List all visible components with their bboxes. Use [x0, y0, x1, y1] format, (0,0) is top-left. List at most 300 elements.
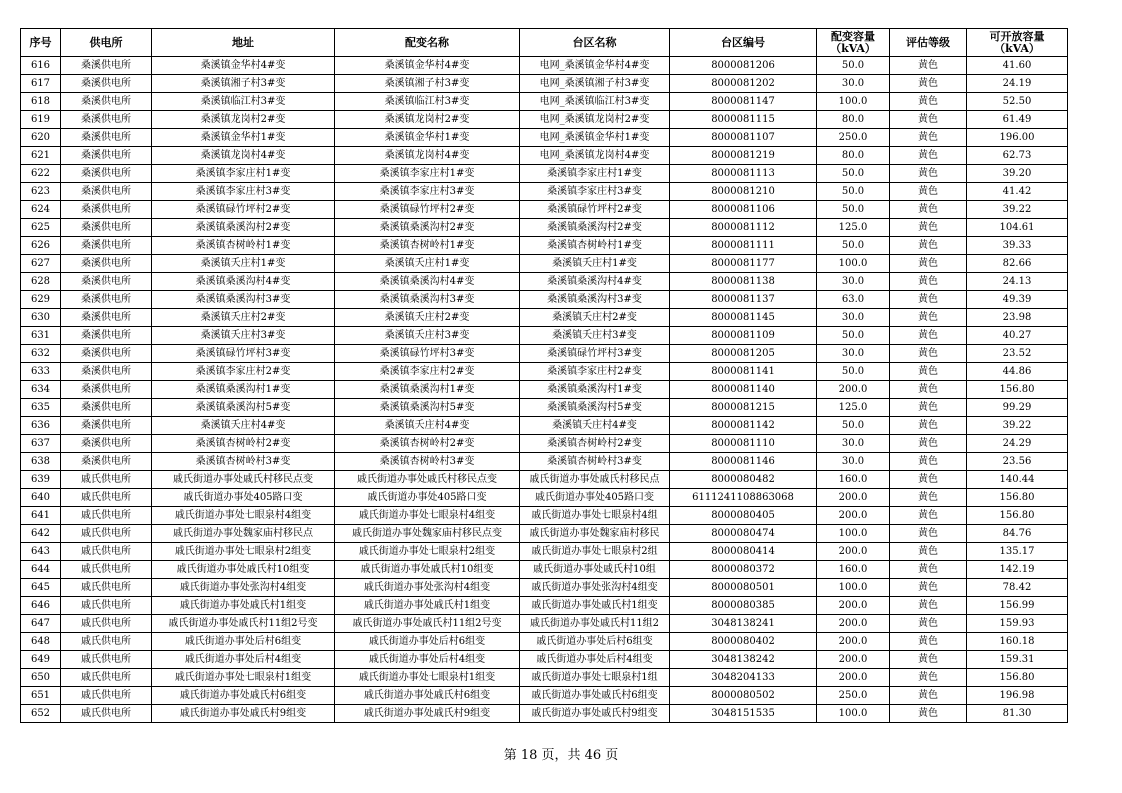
cell-area-code: 3048138242	[670, 651, 817, 669]
cell-transformer-name: 桑溪镇夭庄村1#变	[335, 255, 520, 273]
cell-transformer-name: 戚氏街道办事处戚氏村10组变	[335, 561, 520, 579]
cell-index: 617	[21, 75, 61, 93]
cell-capacity: 160.0	[817, 561, 890, 579]
cell-station: 桑溪供电所	[61, 417, 152, 435]
cell-station: 桑溪供电所	[61, 435, 152, 453]
table-row	[21, 381, 1068, 399]
cell-area-name: 电网_桑溪镇龙岗村2#变	[520, 111, 670, 129]
cell-address: 桑溪镇李家庄村2#变	[152, 363, 335, 381]
cell-area-name: 桑溪镇碌竹坪村2#变	[520, 201, 670, 219]
cell-grade: 黄色	[890, 219, 967, 237]
cell-area-name: 戚氏街道办事处七眼泉村2组	[520, 543, 670, 561]
data-table	[20, 28, 1068, 723]
cell-address: 戚氏街道办事处七眼泉村4组变	[152, 507, 335, 525]
cell-area-name: 戚氏街道办事处七眼泉村1组	[520, 669, 670, 687]
cell-station: 桑溪供电所	[61, 75, 152, 93]
cell-open-capacity: 156.80	[967, 669, 1068, 687]
cell-open-capacity: 196.98	[967, 687, 1068, 705]
cell-transformer-name: 桑溪镇龙岗村4#变	[335, 147, 520, 165]
cell-capacity: 250.0	[817, 687, 890, 705]
cell-transformer-name: 桑溪镇临江村3#变	[335, 93, 520, 111]
cell-transformer-name: 桑溪镇桑溪沟村2#变	[335, 219, 520, 237]
cell-station: 戚氏供电所	[61, 633, 152, 651]
cell-area-code: 8000081210	[670, 183, 817, 201]
table-row	[21, 255, 1068, 273]
cell-station: 戚氏供电所	[61, 489, 152, 507]
cell-station: 桑溪供电所	[61, 237, 152, 255]
cell-station: 戚氏供电所	[61, 561, 152, 579]
cell-capacity: 200.0	[817, 489, 890, 507]
header-station: 供电所	[61, 29, 152, 57]
cell-area-code: 8000081146	[670, 453, 817, 471]
cell-open-capacity: 104.61	[967, 219, 1068, 237]
cell-area-name: 桑溪镇夭庄村4#变	[520, 417, 670, 435]
table-row	[21, 579, 1068, 597]
cell-transformer-name: 戚氏街道办事处张沟村4组变	[335, 579, 520, 597]
cell-index: 633	[21, 363, 61, 381]
cell-grade: 黄色	[890, 309, 967, 327]
table-row	[21, 237, 1068, 255]
cell-capacity: 100.0	[817, 579, 890, 597]
cell-area-code: 8000081106	[670, 201, 817, 219]
header-area-name: 台区名称	[520, 29, 670, 57]
page-number: 第 18 页，共 46 页	[503, 748, 619, 763]
cell-index: 630	[21, 309, 61, 327]
cell-area-code: 8000081111	[670, 237, 817, 255]
header-address: 地址	[152, 29, 335, 57]
cell-index: 648	[21, 633, 61, 651]
table-row	[21, 417, 1068, 435]
cell-area-code: 8000081219	[670, 147, 817, 165]
cell-index: 616	[21, 57, 61, 75]
cell-area-name: 桑溪镇夭庄村1#变	[520, 255, 670, 273]
cell-area-name: 桑溪镇杏树岭村2#变	[520, 435, 670, 453]
cell-grade: 黄色	[890, 579, 967, 597]
cell-transformer-name: 戚氏街道办事处戚氏村9组变	[335, 705, 520, 723]
cell-area-code: 8000081140	[670, 381, 817, 399]
cell-address: 桑溪镇李家庄村1#变	[152, 165, 335, 183]
cell-transformer-name: 戚氏街道办事处后村6组变	[335, 633, 520, 651]
cell-address: 桑溪镇夭庄村1#变	[152, 255, 335, 273]
cell-area-code: 8000081202	[670, 75, 817, 93]
cell-area-name: 电网_桑溪镇临江村3#变	[520, 93, 670, 111]
cell-area-code: 8000080502	[670, 687, 817, 705]
cell-index: 650	[21, 669, 61, 687]
cell-grade: 黄色	[890, 381, 967, 399]
cell-address: 桑溪镇金华村4#变	[152, 57, 335, 75]
cell-area-name: 戚氏街道办事处张沟村4组变	[520, 579, 670, 597]
cell-address: 桑溪镇龙岗村4#变	[152, 147, 335, 165]
cell-station: 桑溪供电所	[61, 93, 152, 111]
header-index: 序号	[21, 29, 61, 57]
cell-area-name: 戚氏街道办事处405路口变	[520, 489, 670, 507]
cell-area-code: 8000081113	[670, 165, 817, 183]
cell-index: 623	[21, 183, 61, 201]
cell-address: 桑溪镇湘子村3#变	[152, 75, 335, 93]
cell-index: 620	[21, 129, 61, 147]
cell-area-code: 8000081145	[670, 309, 817, 327]
cell-open-capacity: 62.73	[967, 147, 1068, 165]
cell-transformer-name: 桑溪镇桑溪沟村5#变	[335, 399, 520, 417]
cell-address: 桑溪镇桑溪沟村5#变	[152, 399, 335, 417]
cell-grade: 黄色	[890, 615, 967, 633]
cell-open-capacity: 156.80	[967, 507, 1068, 525]
cell-index: 638	[21, 453, 61, 471]
cell-open-capacity: 23.52	[967, 345, 1068, 363]
cell-grade: 黄色	[890, 525, 967, 543]
cell-station: 桑溪供电所	[61, 129, 152, 147]
cell-capacity: 50.0	[817, 183, 890, 201]
cell-address: 戚氏街道办事处魏家庙村移民点	[152, 525, 335, 543]
cell-transformer-name: 桑溪镇碌竹坪村3#变	[335, 345, 520, 363]
cell-address: 桑溪镇夭庄村3#变	[152, 327, 335, 345]
cell-area-name: 戚氏街道办事处戚氏村移民点	[520, 471, 670, 489]
table-row	[21, 93, 1068, 111]
cell-capacity: 200.0	[817, 597, 890, 615]
cell-open-capacity: 49.39	[967, 291, 1068, 309]
cell-capacity: 200.0	[817, 381, 890, 399]
cell-index: 635	[21, 399, 61, 417]
cell-capacity: 50.0	[817, 363, 890, 381]
cell-open-capacity: 39.22	[967, 417, 1068, 435]
cell-capacity: 200.0	[817, 669, 890, 687]
header-open-capacity: 可开放容量 （kVA）	[967, 29, 1068, 57]
cell-open-capacity: 41.60	[967, 57, 1068, 75]
cell-grade: 黄色	[890, 561, 967, 579]
cell-index: 642	[21, 525, 61, 543]
cell-open-capacity: 140.44	[967, 471, 1068, 489]
cell-area-name: 电网_桑溪镇龙岗村4#变	[520, 147, 670, 165]
cell-open-capacity: 61.49	[967, 111, 1068, 129]
cell-station: 戚氏供电所	[61, 507, 152, 525]
cell-area-code: 3048138241	[670, 615, 817, 633]
cell-area-name: 戚氏街道办事处后村6组变	[520, 633, 670, 651]
table-row	[21, 219, 1068, 237]
cell-index: 619	[21, 111, 61, 129]
table-row	[21, 291, 1068, 309]
cell-area-name: 桑溪镇碌竹坪村3#变	[520, 345, 670, 363]
cell-index: 645	[21, 579, 61, 597]
cell-index: 649	[21, 651, 61, 669]
table-row	[21, 597, 1068, 615]
cell-station: 戚氏供电所	[61, 543, 152, 561]
cell-address: 戚氏街道办事处七眼泉村1组变	[152, 669, 335, 687]
cell-grade: 黄色	[890, 165, 967, 183]
cell-address: 戚氏街道办事处戚氏村移民点变	[152, 471, 335, 489]
cell-capacity: 50.0	[817, 327, 890, 345]
cell-grade: 黄色	[890, 255, 967, 273]
header-transformer-name: 配变名称	[335, 29, 520, 57]
cell-grade: 黄色	[890, 471, 967, 489]
cell-address: 戚氏街道办事处七眼泉村2组变	[152, 543, 335, 561]
table-row	[21, 633, 1068, 651]
cell-grade: 黄色	[890, 669, 967, 687]
cell-area-name: 桑溪镇桑溪沟村4#变	[520, 273, 670, 291]
cell-grade: 黄色	[890, 633, 967, 651]
cell-grade: 黄色	[890, 453, 967, 471]
cell-area-code: 8000081177	[670, 255, 817, 273]
cell-capacity: 200.0	[817, 651, 890, 669]
cell-area-name: 戚氏街道办事处戚氏村11组2	[520, 615, 670, 633]
table-row	[21, 525, 1068, 543]
cell-capacity: 50.0	[817, 57, 890, 75]
cell-address: 桑溪镇杏树岭村2#变	[152, 435, 335, 453]
cell-grade: 黄色	[890, 399, 967, 417]
cell-index: 625	[21, 219, 61, 237]
cell-open-capacity: 159.93	[967, 615, 1068, 633]
cell-capacity: 30.0	[817, 75, 890, 93]
cell-transformer-name: 戚氏街道办事处戚氏村移民点变	[335, 471, 520, 489]
cell-address: 戚氏街道办事处后村4组变	[152, 651, 335, 669]
cell-address: 桑溪镇碌竹坪村3#变	[152, 345, 335, 363]
cell-transformer-name: 戚氏街道办事处405路口变	[335, 489, 520, 507]
cell-open-capacity: 142.19	[967, 561, 1068, 579]
cell-station: 戚氏供电所	[61, 471, 152, 489]
cell-grade: 黄色	[890, 273, 967, 291]
cell-address: 桑溪镇杏树岭村1#变	[152, 237, 335, 255]
cell-address: 戚氏街道办事处张沟村4组变	[152, 579, 335, 597]
cell-index: 643	[21, 543, 61, 561]
cell-grade: 黄色	[890, 507, 967, 525]
table-body	[21, 57, 1068, 723]
cell-capacity: 30.0	[817, 345, 890, 363]
cell-area-code: 3048204133	[670, 669, 817, 687]
cell-transformer-name: 戚氏街道办事处戚氏村1组变	[335, 597, 520, 615]
table-row	[21, 615, 1068, 633]
cell-area-name: 电网_桑溪镇金华村4#变	[520, 57, 670, 75]
cell-index: 636	[21, 417, 61, 435]
cell-capacity: 30.0	[817, 273, 890, 291]
cell-index: 626	[21, 237, 61, 255]
cell-station: 戚氏供电所	[61, 579, 152, 597]
cell-station: 戚氏供电所	[61, 525, 152, 543]
cell-capacity: 200.0	[817, 633, 890, 651]
cell-address: 桑溪镇桑溪沟村4#变	[152, 273, 335, 291]
cell-open-capacity: 156.80	[967, 489, 1068, 507]
table-row	[21, 687, 1068, 705]
cell-open-capacity: 24.19	[967, 75, 1068, 93]
cell-open-capacity: 99.29	[967, 399, 1068, 417]
cell-area-code: 8000081141	[670, 363, 817, 381]
cell-open-capacity: 23.56	[967, 453, 1068, 471]
table-row	[21, 75, 1068, 93]
cell-transformer-name: 戚氏街道办事处七眼泉村2组变	[335, 543, 520, 561]
cell-grade: 黄色	[890, 597, 967, 615]
cell-grade: 黄色	[890, 651, 967, 669]
table-row	[21, 57, 1068, 75]
cell-open-capacity: 41.42	[967, 183, 1068, 201]
cell-area-code: 8000081206	[670, 57, 817, 75]
table-row	[21, 201, 1068, 219]
cell-capacity: 200.0	[817, 507, 890, 525]
cell-index: 637	[21, 435, 61, 453]
cell-address: 桑溪镇李家庄村3#变	[152, 183, 335, 201]
table-row	[21, 507, 1068, 525]
cell-area-code: 8000080402	[670, 633, 817, 651]
cell-address: 桑溪镇桑溪沟村2#变	[152, 219, 335, 237]
cell-transformer-name: 桑溪镇夭庄村2#变	[335, 309, 520, 327]
cell-station: 戚氏供电所	[61, 669, 152, 687]
cell-area-code: 8000081107	[670, 129, 817, 147]
cell-index: 646	[21, 597, 61, 615]
cell-transformer-name: 桑溪镇龙岗村2#变	[335, 111, 520, 129]
cell-transformer-name: 戚氏街道办事处魏家庙村移民点变	[335, 525, 520, 543]
table-row	[21, 309, 1068, 327]
cell-open-capacity: 196.00	[967, 129, 1068, 147]
cell-address: 桑溪镇夭庄村2#变	[152, 309, 335, 327]
cell-capacity: 125.0	[817, 219, 890, 237]
cell-open-capacity: 160.18	[967, 633, 1068, 651]
cell-index: 641	[21, 507, 61, 525]
cell-index: 651	[21, 687, 61, 705]
cell-index: 640	[21, 489, 61, 507]
table-row	[21, 183, 1068, 201]
cell-open-capacity: 52.50	[967, 93, 1068, 111]
cell-station: 桑溪供电所	[61, 273, 152, 291]
cell-open-capacity: 39.33	[967, 237, 1068, 255]
table-row	[21, 435, 1068, 453]
cell-open-capacity: 44.86	[967, 363, 1068, 381]
cell-area-name: 戚氏街道办事处戚氏村9组变	[520, 705, 670, 723]
cell-index: 644	[21, 561, 61, 579]
cell-station: 桑溪供电所	[61, 255, 152, 273]
cell-station: 桑溪供电所	[61, 453, 152, 471]
cell-address: 戚氏街道办事处后村6组变	[152, 633, 335, 651]
cell-area-name: 戚氏街道办事处戚氏村1组变	[520, 597, 670, 615]
table-row	[21, 147, 1068, 165]
cell-index: 624	[21, 201, 61, 219]
header-capacity: 配变容量 （kVA）	[817, 29, 890, 57]
cell-area-code: 6111241108863068	[670, 489, 817, 507]
cell-area-name: 戚氏街道办事处后村4组变	[520, 651, 670, 669]
cell-transformer-name: 桑溪镇夭庄村4#变	[335, 417, 520, 435]
header-grade: 评估等级	[890, 29, 967, 57]
cell-capacity: 30.0	[817, 435, 890, 453]
cell-area-name: 桑溪镇桑溪沟村5#变	[520, 399, 670, 417]
cell-station: 戚氏供电所	[61, 705, 152, 723]
cell-station: 戚氏供电所	[61, 597, 152, 615]
cell-area-name: 桑溪镇桑溪沟村3#变	[520, 291, 670, 309]
cell-grade: 黄色	[890, 237, 967, 255]
cell-grade: 黄色	[890, 363, 967, 381]
cell-address: 桑溪镇碌竹坪村2#变	[152, 201, 335, 219]
cell-address: 戚氏街道办事处405路口变	[152, 489, 335, 507]
cell-area-name: 桑溪镇杏树岭村1#变	[520, 237, 670, 255]
cell-grade: 黄色	[890, 705, 967, 723]
cell-station: 桑溪供电所	[61, 363, 152, 381]
table-row	[21, 111, 1068, 129]
cell-transformer-name: 桑溪镇杏树岭村1#变	[335, 237, 520, 255]
cell-open-capacity: 84.76	[967, 525, 1068, 543]
cell-transformer-name: 戚氏街道办事处戚氏村6组变	[335, 687, 520, 705]
cell-grade: 黄色	[890, 687, 967, 705]
cell-grade: 黄色	[890, 489, 967, 507]
table-header-row	[21, 29, 1068, 57]
cell-area-name: 桑溪镇杏树岭村3#变	[520, 453, 670, 471]
cell-area-code: 8000081115	[670, 111, 817, 129]
table-row	[21, 669, 1068, 687]
cell-area-code: 8000081142	[670, 417, 817, 435]
cell-open-capacity: 156.80	[967, 381, 1068, 399]
cell-address: 桑溪镇桑溪沟村3#变	[152, 291, 335, 309]
cell-capacity: 250.0	[817, 129, 890, 147]
cell-transformer-name: 桑溪镇碌竹坪村2#变	[335, 201, 520, 219]
cell-transformer-name: 桑溪镇金华村4#变	[335, 57, 520, 75]
cell-index: 628	[21, 273, 61, 291]
cell-transformer-name: 桑溪镇李家庄村3#变	[335, 183, 520, 201]
cell-address: 戚氏街道办事处戚氏村11组2号变	[152, 615, 335, 633]
cell-area-name: 桑溪镇李家庄村1#变	[520, 165, 670, 183]
cell-area-name: 桑溪镇夭庄村2#变	[520, 309, 670, 327]
cell-transformer-name: 桑溪镇湘子村3#变	[335, 75, 520, 93]
cell-open-capacity: 82.66	[967, 255, 1068, 273]
cell-address: 戚氏街道办事处戚氏村1组变	[152, 597, 335, 615]
cell-transformer-name: 桑溪镇杏树岭村2#变	[335, 435, 520, 453]
cell-address: 戚氏街道办事处戚氏村9组变	[152, 705, 335, 723]
cell-index: 631	[21, 327, 61, 345]
cell-grade: 黄色	[890, 111, 967, 129]
cell-index: 622	[21, 165, 61, 183]
cell-open-capacity: 156.99	[967, 597, 1068, 615]
cell-capacity: 50.0	[817, 165, 890, 183]
cell-station: 桑溪供电所	[61, 57, 152, 75]
cell-address: 戚氏街道办事处戚氏村6组变	[152, 687, 335, 705]
cell-capacity: 50.0	[817, 417, 890, 435]
cell-open-capacity: 159.31	[967, 651, 1068, 669]
cell-index: 621	[21, 147, 61, 165]
cell-open-capacity: 135.17	[967, 543, 1068, 561]
cell-index: 629	[21, 291, 61, 309]
cell-area-code: 8000080385	[670, 597, 817, 615]
cell-capacity: 100.0	[817, 93, 890, 111]
cell-transformer-name: 桑溪镇李家庄村1#变	[335, 165, 520, 183]
cell-capacity: 200.0	[817, 543, 890, 561]
cell-grade: 黄色	[890, 93, 967, 111]
cell-area-name: 桑溪镇夭庄村3#变	[520, 327, 670, 345]
cell-station: 桑溪供电所	[61, 201, 152, 219]
cell-station: 桑溪供电所	[61, 327, 152, 345]
table-row	[21, 561, 1068, 579]
cell-station: 桑溪供电所	[61, 291, 152, 309]
cell-area-code: 8000080372	[670, 561, 817, 579]
cell-station: 桑溪供电所	[61, 381, 152, 399]
table-row	[21, 129, 1068, 147]
cell-address: 戚氏街道办事处戚氏村10组变	[152, 561, 335, 579]
cell-capacity: 50.0	[817, 237, 890, 255]
cell-station: 桑溪供电所	[61, 111, 152, 129]
cell-capacity: 100.0	[817, 255, 890, 273]
cell-capacity: 80.0	[817, 147, 890, 165]
cell-grade: 黄色	[890, 291, 967, 309]
cell-open-capacity: 78.42	[967, 579, 1068, 597]
cell-address: 桑溪镇临江村3#变	[152, 93, 335, 111]
cell-grade: 黄色	[890, 129, 967, 147]
cell-transformer-name: 桑溪镇桑溪沟村3#变	[335, 291, 520, 309]
cell-area-code: 8000080501	[670, 579, 817, 597]
cell-area-name: 电网_桑溪镇湘子村3#变	[520, 75, 670, 93]
cell-area-code: 8000080482	[670, 471, 817, 489]
cell-open-capacity: 24.13	[967, 273, 1068, 291]
cell-index: 618	[21, 93, 61, 111]
table-row	[21, 345, 1068, 363]
cell-address: 桑溪镇夭庄村4#变	[152, 417, 335, 435]
cell-grade: 黄色	[890, 435, 967, 453]
cell-grade: 黄色	[890, 417, 967, 435]
cell-area-code: 8000081147	[670, 93, 817, 111]
cell-area-code: 3048151535	[670, 705, 817, 723]
cell-grade: 黄色	[890, 147, 967, 165]
table-row	[21, 651, 1068, 669]
